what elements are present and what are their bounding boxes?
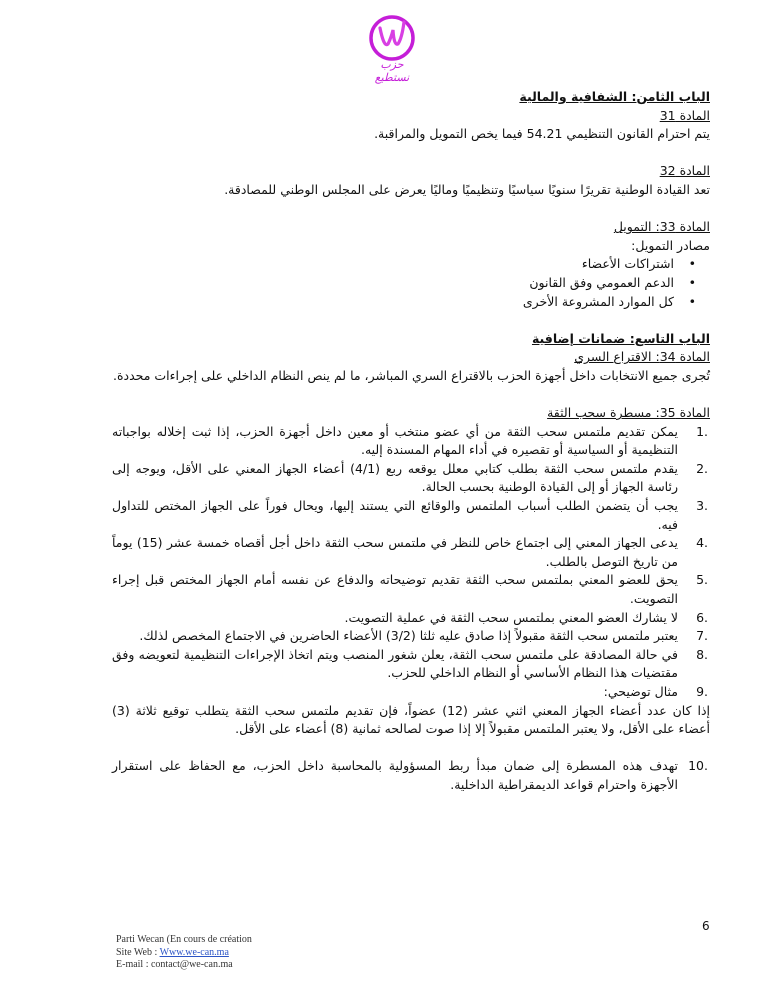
list-item	[112, 534, 708, 571]
funding-sources-list	[112, 255, 710, 311]
article-34-heading: المادة 34: الاقتراع السري	[574, 349, 710, 365]
page-number: 6	[702, 919, 710, 933]
article-32-heading: المادة 32	[659, 163, 710, 179]
chapter-8-title: الباب الثامن: الشفافية والمالية	[519, 89, 710, 104]
item-number: 3.	[696, 498, 708, 514]
list-item	[112, 460, 708, 497]
item-number: 10.	[688, 758, 708, 774]
list-item	[112, 571, 708, 608]
item-text: يمكن تقديم ملتمس سحب الثقة من أي عضو منتخب أو معين داخل أجهزة الحزب، إذا ثبت إخلاله بواجباته التنظيمية أو السياسية أو تقصيره في أداء المهام المسندة إليه.	[112, 423, 678, 458]
item-text: يعتبر ملتمس سحب الثقة مقبولاً إذا صادق عليه ثلثا (3/2) الأعضاء الحاضرين في الاجتماع المخصص لذلك.	[139, 628, 678, 644]
logo-text: حزب نستطيع	[374, 58, 410, 84]
item-text: في حالة المصادقة على ملتمس سحب الثقة، يعلن شغور المنصب ويتم اتخاذ الإجراءات التنظيمية لتعويضه وفق مقتضيات هذا النظام الأساسي أو النظام الداخلي للحزب.	[112, 646, 678, 681]
item-text: تهدف هذه المسطرة إلى ضمان مبدأ ربط المسؤولية بالمحاسبة داخل الحزب، مع الحفاظ على استقرار الأجهزة واحترام قواعد الديمقراطية الداخلية.	[112, 758, 678, 792]
item-text: لا يشارك العضو المعني بملتمس سحب الثقة في عملية التصويت.	[344, 609, 678, 625]
list-item: • الدعم العمومي وفق القانون	[112, 274, 674, 293]
list-item	[112, 627, 708, 646]
list-item	[112, 609, 708, 628]
footer-email: E-mail : contact@we-can.ma	[116, 959, 233, 970]
item-number: 6.	[696, 609, 708, 625]
chapter-9-title: الباب التاسع: ضمانات إضافية	[531, 330, 710, 346]
item-number: 1.	[696, 423, 708, 439]
document-body	[112, 88, 710, 795]
example-text: إذا كان عدد أعضاء الجهاز المعني اثني عشر (12) عضواً، فإن تقديم ملتمس سحب الثقة يتطلب توقيع ثلاثة (3) أعضاء على الأقل، ولا يعتبر الملتمس مقبولاً إلا إذا صوت لصالحه ثمانية (8) أعضاء على الأقل.	[112, 702, 710, 737]
item-number: 5.	[696, 572, 708, 588]
item-text: يحق للعضو المعني بملتمس سحب الثقة تقديم توضيحاته والدفاع عن نفسه أمام الجهاز المختص قبل إجراء التصويت.	[112, 572, 678, 607]
list-item	[112, 757, 708, 794]
item-text: يجب أن يتضمن الطلب أسباب الملتمس والوقائع التي يستند إليها، ويحال فوراً على الجهاز المختص للتداول فيه.	[112, 498, 678, 532]
article-34-text: تُجرى جميع الانتخابات داخل أجهزة الحزب بالاقتراع السري المباشر، ما لم ينص النظام الداخلي على إجراءات محددة.	[113, 367, 710, 383]
article-31-heading: المادة 31	[659, 107, 710, 123]
footer-party-name: Parti Wecan (En cours de création	[116, 934, 252, 945]
list-item: • اشتراكات الأعضاء	[112, 255, 674, 274]
article-35-list	[112, 423, 710, 702]
list-item: • كل الموارد المشروعة الأخرى	[112, 293, 674, 312]
page-footer	[116, 934, 252, 972]
article-33-heading: المادة 33: التمويل	[613, 219, 710, 235]
article-32-text: تعد القيادة الوطنية تقريرًا سنويًا سياسيًا وتنظيميًا وماليًا يعرض على المجلس الوطني للمصادقة.	[224, 181, 710, 197]
list-item	[112, 497, 708, 534]
list-item	[112, 683, 708, 702]
item-number: 8.	[696, 646, 708, 662]
item-text: مثال توضيحي:	[603, 684, 678, 699]
item-number: 9.	[696, 684, 708, 699]
footer-site-label: Site Web :	[116, 946, 160, 958]
item-number: 7.	[696, 628, 708, 644]
list-item	[112, 646, 708, 683]
item-text: يدعى الجهاز المعني إلى اجتماع خاص للنظر في ملتمس سحب الثقة داخل أجل أقصاه خمسة عشر (15) يوماً من تاريخ التوصل بالطلب.	[112, 535, 678, 569]
item-text: يقدم ملتمس سحب الثقة بطلب كتابي معلل يوقعه ربع (4/1) أعضاء الجهاز المعني على الأقل، ويوجه إلى رئاسة الجهاز أو إلى القيادة الوطنية بحسب الحالة.	[112, 460, 678, 495]
item-number: 2.	[696, 460, 708, 476]
article-31-text: يتم احترام القانون التنظيمي 54.21 فيما يخص التمويل والمراقبة.	[374, 126, 710, 142]
item-number: 4.	[696, 535, 708, 551]
article-35-list-cont	[112, 757, 710, 794]
footer-site	[116, 947, 252, 960]
article-35-heading: المادة 35: مسطرة سحب الثقة	[547, 405, 710, 421]
article-33-intro: مصادر التمويل:	[631, 237, 710, 253]
website-link[interactable]: Www.we-can.ma	[159, 946, 229, 958]
list-item	[112, 423, 708, 460]
